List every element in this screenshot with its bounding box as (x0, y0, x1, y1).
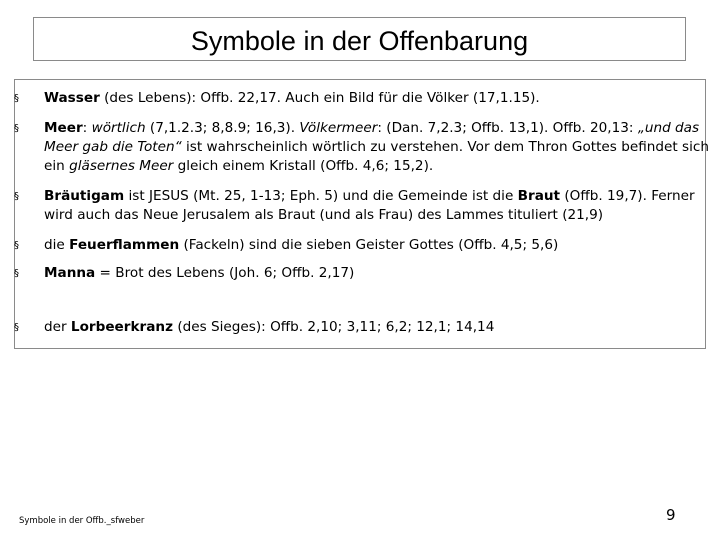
bullet-icon: § (14, 240, 19, 251)
bullet-icon: § (14, 123, 19, 134)
term-braeutigam: Bräutigam (44, 188, 125, 204)
bullet-item-braeutigam (14, 187, 714, 225)
title-box (33, 17, 686, 61)
bullet-text: die Feuerflammen (Fackeln) sind die sieben Geister Gottes (Offb. 4,5; 5,6) (44, 237, 559, 253)
bullet-text: Wasser (des Lebens): Offb. 22,17. Auch ein Bild für die Völker (17,1.15). (44, 90, 540, 106)
page-number: 9 (666, 506, 676, 524)
bullet-text: Meer: wörtlich (7,1.2.3; 8,8.9; 16,3). Völkermeer: (Dan. 7,2.3; Offb. 13,1). Offb. 20,13: „und das Meer gab die Toten“ ist wahrscheinlich wörtlich zu verstehen. Vor dem Thron Gottes befindet sich ein gläsernes Meer gleich einem Kristall (Offb. 4,6; 15,2). (44, 120, 709, 174)
bullet-item-feuerflammen (14, 236, 714, 255)
bullet-icon: § (14, 322, 19, 333)
term-braut: Braut (517, 188, 561, 204)
footer-author: Symbole in der Offb._sfweber (19, 516, 145, 526)
bullet-icon: § (14, 191, 19, 202)
bullet-text: Manna = Brot des Lebens (Joh. 6; Offb. 2,17) (44, 265, 355, 281)
slide-title: Symbole in der Offenbarung (190, 25, 529, 56)
term-manna: Manna (44, 265, 96, 281)
term-wasser: Wasser (44, 90, 100, 106)
term-feuerflammen: Feuerflammen (69, 237, 180, 253)
bullet-item-manna (14, 264, 714, 283)
term-meer: Meer (44, 120, 83, 136)
bullet-item-meer (14, 119, 714, 176)
bullet-text: der Lorbeerkranz (des Sieges): Offb. 2,10; 3,11; 6,2; 12,1; 14,14 (44, 319, 495, 335)
bullet-item-wasser (14, 89, 714, 108)
bullet-text: Bräutigam ist JESUS (Mt. 25, 1-13; Eph. 5) und die Gemeinde ist die Braut (Offb. 19,7). Ferner wird auch das Neue Jerusalem als Braut (und als Frau) des Lammes tituliert (21,9) (44, 188, 695, 223)
bullet-item-lorbeerkranz (14, 318, 714, 337)
bullet-icon: § (14, 93, 19, 104)
bullet-icon: § (14, 268, 19, 279)
term-lorbeerkranz: Lorbeerkranz (70, 319, 173, 335)
